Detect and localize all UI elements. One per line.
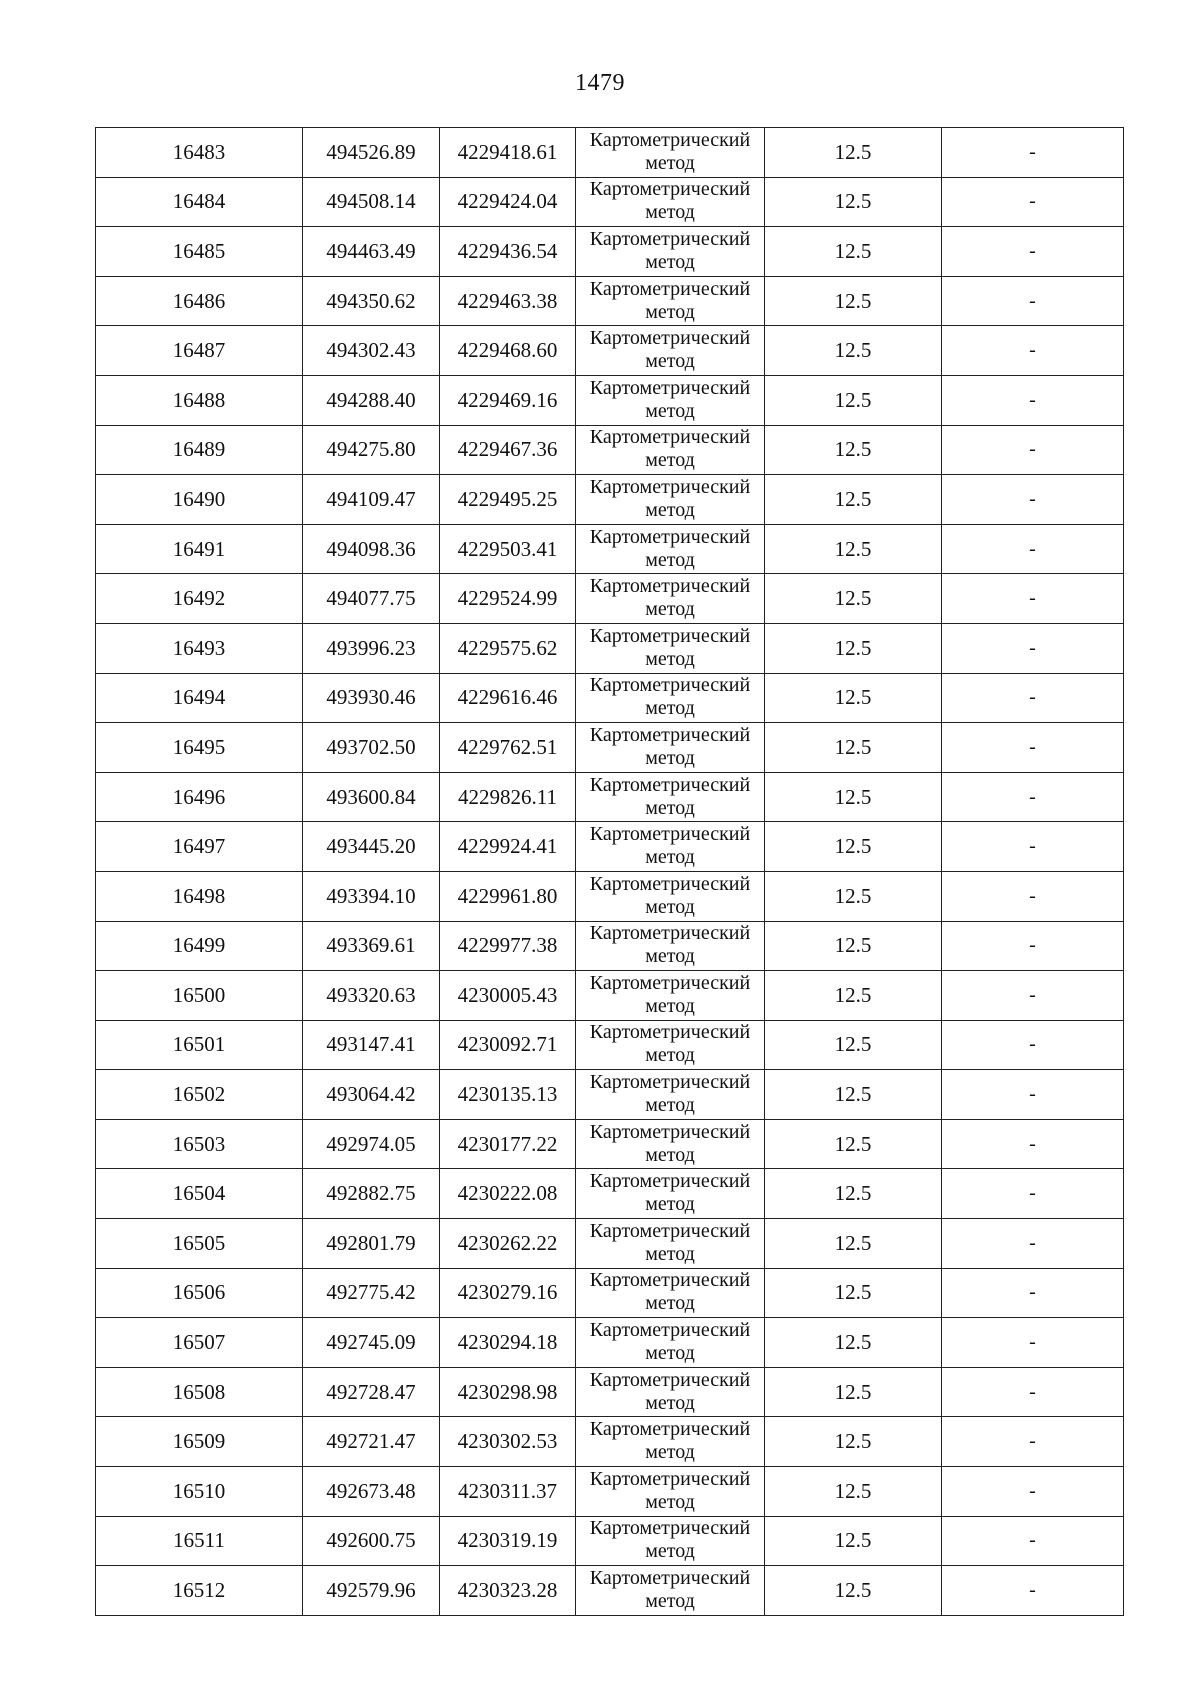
accuracy-cell: 12.5: [765, 475, 942, 525]
method-line-1: Картометрический: [589, 1368, 751, 1391]
method-cell: [576, 1516, 765, 1566]
x-coordinate-cell: 494463.49: [303, 227, 440, 277]
note-cell: -: [942, 177, 1124, 227]
y-coordinate-cell: 4229424.04: [440, 177, 576, 227]
x-coordinate-cell: 492579.96: [303, 1566, 440, 1616]
y-coordinate-cell: 4229924.41: [440, 822, 576, 872]
accuracy-cell: 12.5: [765, 1367, 942, 1417]
point-number-cell: 16501: [96, 1020, 303, 1070]
method-line-1: Картометрический: [589, 475, 751, 498]
method-line-2: метод: [645, 1490, 695, 1513]
method-cell: [576, 1566, 765, 1616]
method-line-2: метод: [645, 151, 695, 174]
coordinates-table: [95, 127, 1124, 1616]
y-coordinate-cell: 4229469.16: [440, 375, 576, 425]
method-line-1: Картометрический: [589, 1467, 751, 1490]
table-row: [96, 1566, 1124, 1616]
note-cell: -: [942, 375, 1124, 425]
y-coordinate-cell: 4229418.61: [440, 128, 576, 178]
table-row: [96, 1119, 1124, 1169]
accuracy-cell: 12.5: [765, 772, 942, 822]
point-number-cell: 16490: [96, 475, 303, 525]
method-line-2: метод: [645, 1441, 695, 1464]
method-cell: [576, 1169, 765, 1219]
method-line-1: Картометрический: [589, 178, 751, 201]
y-coordinate-cell: 4230311.37: [440, 1467, 576, 1517]
point-number-cell: 16500: [96, 971, 303, 1021]
y-coordinate-cell: 4229467.36: [440, 425, 576, 475]
accuracy-cell: 12.5: [765, 921, 942, 971]
method-cell: [576, 375, 765, 425]
method-line-1: Картометрический: [589, 525, 751, 548]
point-number-cell: 16508: [96, 1367, 303, 1417]
y-coordinate-cell: 4230294.18: [440, 1318, 576, 1368]
table-row: [96, 772, 1124, 822]
table-row: [96, 1169, 1124, 1219]
table-row: [96, 1070, 1124, 1120]
y-coordinate-cell: 4230298.98: [440, 1367, 576, 1417]
method-line-1: Картометрический: [589, 1517, 751, 1540]
x-coordinate-cell: 494302.43: [303, 326, 440, 376]
method-line-2: метод: [645, 350, 695, 373]
method-cell: [576, 276, 765, 326]
note-cell: -: [942, 623, 1124, 673]
x-coordinate-cell: 493996.23: [303, 623, 440, 673]
method-line-1: Картометрический: [589, 1567, 751, 1590]
method-line-1: Картометрический: [589, 1269, 751, 1292]
x-coordinate-cell: 494288.40: [303, 375, 440, 425]
method-line-2: метод: [645, 1342, 695, 1365]
point-number-cell: 16484: [96, 177, 303, 227]
method-line-2: метод: [645, 300, 695, 323]
method-line-1: Картометрический: [589, 227, 751, 250]
table-row: [96, 822, 1124, 872]
method-line-1: Картометрический: [589, 277, 751, 300]
note-cell: -: [942, 1318, 1124, 1368]
method-line-1: Картометрический: [589, 872, 751, 895]
table-row: [96, 1467, 1124, 1517]
table-row: [96, 1268, 1124, 1318]
method-cell: [576, 1367, 765, 1417]
method-cell: [576, 1467, 765, 1517]
point-number-cell: 16503: [96, 1119, 303, 1169]
y-coordinate-cell: 4229495.25: [440, 475, 576, 525]
x-coordinate-cell: 492673.48: [303, 1467, 440, 1517]
method-cell: [576, 574, 765, 624]
point-number-cell: 16485: [96, 227, 303, 277]
point-number-cell: 16509: [96, 1417, 303, 1467]
method-line-1: Картометрический: [589, 1021, 751, 1044]
y-coordinate-cell: 4229961.80: [440, 871, 576, 921]
method-cell: [576, 1268, 765, 1318]
accuracy-cell: 12.5: [765, 1020, 942, 1070]
method-line-2: метод: [645, 994, 695, 1017]
x-coordinate-cell: 492728.47: [303, 1367, 440, 1417]
method-cell: [576, 822, 765, 872]
accuracy-cell: 12.5: [765, 971, 942, 1021]
point-number-cell: 16498: [96, 871, 303, 921]
note-cell: -: [942, 574, 1124, 624]
method-cell: [576, 475, 765, 525]
note-cell: -: [942, 673, 1124, 723]
accuracy-cell: 12.5: [765, 1467, 942, 1517]
x-coordinate-cell: 493600.84: [303, 772, 440, 822]
accuracy-cell: 12.5: [765, 623, 942, 673]
table-row: [96, 524, 1124, 574]
note-cell: -: [942, 1268, 1124, 1318]
point-number-cell: 16505: [96, 1219, 303, 1269]
x-coordinate-cell: 493930.46: [303, 673, 440, 723]
table-row: [96, 375, 1124, 425]
point-number-cell: 16499: [96, 921, 303, 971]
y-coordinate-cell: 4230319.19: [440, 1516, 576, 1566]
method-cell: [576, 1219, 765, 1269]
method-cell: [576, 326, 765, 376]
x-coordinate-cell: 494508.14: [303, 177, 440, 227]
accuracy-cell: 12.5: [765, 227, 942, 277]
method-line-1: Картометрический: [589, 624, 751, 647]
accuracy-cell: 12.5: [765, 1516, 942, 1566]
table-row: [96, 1318, 1124, 1368]
x-coordinate-cell: 492600.75: [303, 1516, 440, 1566]
method-line-2: метод: [645, 1193, 695, 1216]
method-line-1: Картометрический: [589, 128, 751, 151]
accuracy-cell: 12.5: [765, 1219, 942, 1269]
note-cell: -: [942, 921, 1124, 971]
accuracy-cell: 12.5: [765, 822, 942, 872]
accuracy-cell: 12.5: [765, 1119, 942, 1169]
accuracy-cell: 12.5: [765, 128, 942, 178]
method-cell: [576, 921, 765, 971]
y-coordinate-cell: 4230092.71: [440, 1020, 576, 1070]
table-row: [96, 1367, 1124, 1417]
method-line-2: метод: [645, 1540, 695, 1563]
method-cell: [576, 524, 765, 574]
note-cell: -: [942, 524, 1124, 574]
method-cell: [576, 673, 765, 723]
note-cell: -: [942, 772, 1124, 822]
table-row: [96, 723, 1124, 773]
note-cell: -: [942, 871, 1124, 921]
accuracy-cell: 12.5: [765, 177, 942, 227]
point-number-cell: 16487: [96, 326, 303, 376]
y-coordinate-cell: 4230177.22: [440, 1119, 576, 1169]
method-line-1: Картометрический: [589, 674, 751, 697]
method-line-2: метод: [645, 796, 695, 819]
accuracy-cell: 12.5: [765, 375, 942, 425]
method-line-2: метод: [645, 1590, 695, 1613]
method-cell: [576, 227, 765, 277]
table-row: [96, 1417, 1124, 1467]
y-coordinate-cell: 4230222.08: [440, 1169, 576, 1219]
y-coordinate-cell: 4230262.22: [440, 1219, 576, 1269]
note-cell: -: [942, 1219, 1124, 1269]
point-number-cell: 16512: [96, 1566, 303, 1616]
accuracy-cell: 12.5: [765, 1169, 942, 1219]
method-line-1: Картометрический: [589, 823, 751, 846]
note-cell: -: [942, 1169, 1124, 1219]
y-coordinate-cell: 4230279.16: [440, 1268, 576, 1318]
method-line-1: Картометрический: [589, 1120, 751, 1143]
accuracy-cell: 12.5: [765, 1318, 942, 1368]
y-coordinate-cell: 4229826.11: [440, 772, 576, 822]
method-line-2: метод: [645, 1143, 695, 1166]
table-row: [96, 177, 1124, 227]
accuracy-cell: 12.5: [765, 1268, 942, 1318]
method-line-1: Картометрический: [589, 971, 751, 994]
y-coordinate-cell: 4229977.38: [440, 921, 576, 971]
x-coordinate-cell: 494098.36: [303, 524, 440, 574]
point-number-cell: 16494: [96, 673, 303, 723]
y-coordinate-cell: 4230323.28: [440, 1566, 576, 1616]
table-row: [96, 128, 1124, 178]
y-coordinate-cell: 4229436.54: [440, 227, 576, 277]
note-cell: -: [942, 1516, 1124, 1566]
y-coordinate-cell: 4230302.53: [440, 1417, 576, 1467]
method-line-2: метод: [645, 1094, 695, 1117]
point-number-cell: 16506: [96, 1268, 303, 1318]
point-number-cell: 16510: [96, 1467, 303, 1517]
y-coordinate-cell: 4230135.13: [440, 1070, 576, 1120]
method-line-1: Картометрический: [589, 922, 751, 945]
method-line-2: метод: [645, 399, 695, 422]
method-cell: [576, 623, 765, 673]
method-cell: [576, 971, 765, 1021]
method-cell: [576, 723, 765, 773]
table-row: [96, 921, 1124, 971]
note-cell: -: [942, 723, 1124, 773]
note-cell: -: [942, 1119, 1124, 1169]
note-cell: -: [942, 1467, 1124, 1517]
x-coordinate-cell: 493702.50: [303, 723, 440, 773]
x-coordinate-cell: 492775.42: [303, 1268, 440, 1318]
y-coordinate-cell: 4229468.60: [440, 326, 576, 376]
method-line-1: Картометрический: [589, 575, 751, 598]
method-cell: [576, 1417, 765, 1467]
note-cell: -: [942, 1367, 1124, 1417]
accuracy-cell: 12.5: [765, 723, 942, 773]
method-cell: [576, 1318, 765, 1368]
y-coordinate-cell: 4229524.99: [440, 574, 576, 624]
method-line-1: Картометрический: [589, 723, 751, 746]
point-number-cell: 16489: [96, 425, 303, 475]
method-line-2: метод: [645, 1391, 695, 1414]
method-cell: [576, 1119, 765, 1169]
method-cell: [576, 177, 765, 227]
method-cell: [576, 425, 765, 475]
point-number-cell: 16483: [96, 128, 303, 178]
note-cell: -: [942, 1417, 1124, 1467]
table-row: [96, 1219, 1124, 1269]
point-number-cell: 16504: [96, 1169, 303, 1219]
note-cell: -: [942, 1566, 1124, 1616]
x-coordinate-cell: 493320.63: [303, 971, 440, 1021]
x-coordinate-cell: 494109.47: [303, 475, 440, 525]
note-cell: -: [942, 971, 1124, 1021]
note-cell: -: [942, 227, 1124, 277]
x-coordinate-cell: 494077.75: [303, 574, 440, 624]
method-line-2: метод: [645, 548, 695, 571]
y-coordinate-cell: 4229463.38: [440, 276, 576, 326]
method-line-1: Картометрический: [589, 327, 751, 350]
point-number-cell: 16492: [96, 574, 303, 624]
method-line-1: Картометрический: [589, 426, 751, 449]
x-coordinate-cell: 494350.62: [303, 276, 440, 326]
x-coordinate-cell: 493369.61: [303, 921, 440, 971]
accuracy-cell: 12.5: [765, 524, 942, 574]
method-line-1: Картометрический: [589, 1418, 751, 1441]
point-number-cell: 16502: [96, 1070, 303, 1120]
method-line-1: Картометрический: [589, 773, 751, 796]
note-cell: -: [942, 326, 1124, 376]
accuracy-cell: 12.5: [765, 574, 942, 624]
point-number-cell: 16486: [96, 276, 303, 326]
method-line-2: метод: [645, 846, 695, 869]
method-line-2: метод: [645, 746, 695, 769]
method-line-2: метод: [645, 647, 695, 670]
accuracy-cell: 12.5: [765, 1070, 942, 1120]
method-line-2: метод: [645, 201, 695, 224]
method-line-2: метод: [645, 1044, 695, 1067]
table-row: [96, 871, 1124, 921]
table-row: [96, 276, 1124, 326]
method-line-1: Картометрический: [589, 1071, 751, 1094]
method-cell: [576, 871, 765, 921]
x-coordinate-cell: 492974.05: [303, 1119, 440, 1169]
table-row: [96, 623, 1124, 673]
method-line-2: метод: [645, 697, 695, 720]
method-line-1: Картометрический: [589, 1319, 751, 1342]
table-row: [96, 475, 1124, 525]
x-coordinate-cell: 492745.09: [303, 1318, 440, 1368]
accuracy-cell: 12.5: [765, 673, 942, 723]
x-coordinate-cell: 492721.47: [303, 1417, 440, 1467]
method-line-1: Картометрический: [589, 376, 751, 399]
x-coordinate-cell: 493147.41: [303, 1020, 440, 1070]
y-coordinate-cell: 4229762.51: [440, 723, 576, 773]
accuracy-cell: 12.5: [765, 326, 942, 376]
table-row: [96, 1020, 1124, 1070]
table-row: [96, 425, 1124, 475]
y-coordinate-cell: 4229575.62: [440, 623, 576, 673]
page-number: 1479: [575, 70, 625, 96]
table-row: [96, 326, 1124, 376]
x-coordinate-cell: 493064.42: [303, 1070, 440, 1120]
point-number-cell: 16493: [96, 623, 303, 673]
method-line-2: метод: [645, 250, 695, 273]
accuracy-cell: 12.5: [765, 1566, 942, 1616]
x-coordinate-cell: 492882.75: [303, 1169, 440, 1219]
method-cell: [576, 772, 765, 822]
method-line-2: метод: [645, 598, 695, 621]
method-cell: [576, 128, 765, 178]
method-line-1: Картометрический: [589, 1219, 751, 1242]
note-cell: -: [942, 276, 1124, 326]
accuracy-cell: 12.5: [765, 1417, 942, 1467]
note-cell: -: [942, 128, 1124, 178]
accuracy-cell: 12.5: [765, 276, 942, 326]
accuracy-cell: 12.5: [765, 425, 942, 475]
y-coordinate-cell: 4229503.41: [440, 524, 576, 574]
x-coordinate-cell: 494275.80: [303, 425, 440, 475]
point-number-cell: 16496: [96, 772, 303, 822]
method-line-2: метод: [645, 449, 695, 472]
method-cell: [576, 1070, 765, 1120]
point-number-cell: 16497: [96, 822, 303, 872]
method-line-2: метод: [645, 895, 695, 918]
method-line-1: Картометрический: [589, 1170, 751, 1193]
table-row: [96, 574, 1124, 624]
table-row: [96, 1516, 1124, 1566]
y-coordinate-cell: 4229616.46: [440, 673, 576, 723]
point-number-cell: 16488: [96, 375, 303, 425]
method-line-2: метод: [645, 945, 695, 968]
method-cell: [576, 1020, 765, 1070]
table-row: [96, 971, 1124, 1021]
coordinates-table-body: [96, 128, 1124, 1616]
method-line-2: метод: [645, 1292, 695, 1315]
note-cell: -: [942, 475, 1124, 525]
x-coordinate-cell: 493394.10: [303, 871, 440, 921]
accuracy-cell: 12.5: [765, 871, 942, 921]
y-coordinate-cell: 4230005.43: [440, 971, 576, 1021]
method-line-2: метод: [645, 498, 695, 521]
point-number-cell: 16495: [96, 723, 303, 773]
table-row: [96, 673, 1124, 723]
note-cell: -: [942, 1070, 1124, 1120]
point-number-cell: 16507: [96, 1318, 303, 1368]
table-row: [96, 227, 1124, 277]
x-coordinate-cell: 493445.20: [303, 822, 440, 872]
x-coordinate-cell: 492801.79: [303, 1219, 440, 1269]
point-number-cell: 16511: [96, 1516, 303, 1566]
note-cell: -: [942, 822, 1124, 872]
note-cell: -: [942, 425, 1124, 475]
method-line-2: метод: [645, 1242, 695, 1265]
point-number-cell: 16491: [96, 524, 303, 574]
note-cell: -: [942, 1020, 1124, 1070]
x-coordinate-cell: 494526.89: [303, 128, 440, 178]
